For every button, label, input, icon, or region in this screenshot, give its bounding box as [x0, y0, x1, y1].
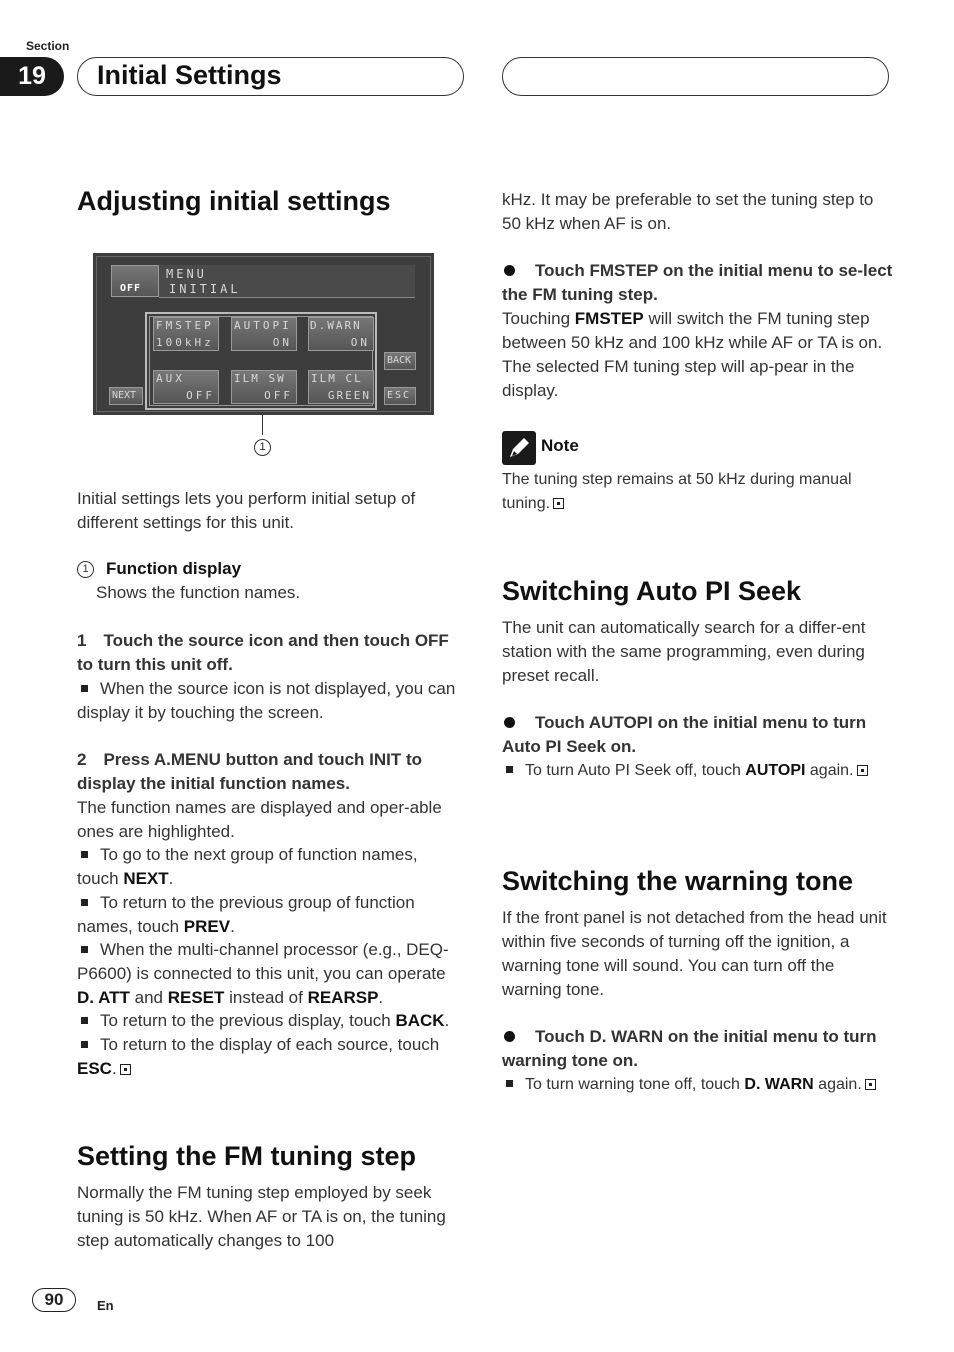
- fmstep-button: FMSTEP 100kHz: [153, 317, 219, 351]
- header-empty-frame: [502, 57, 889, 96]
- callout-line: [262, 415, 263, 435]
- initial-menu-screen-image: [93, 253, 434, 415]
- ilm-cl-button: ILM CL GREEN: [308, 370, 374, 404]
- heading-auto-pi-seek: Switching Auto PI Seek: [502, 576, 802, 606]
- end-mark-icon: [120, 1064, 131, 1075]
- fm-step-instruction: Touch FMSTEP on the initial menu to se-lect the FM tuning step.: [502, 261, 893, 304]
- note-text: The tuning step remains at 50 kHz during manual tuning.: [502, 471, 852, 512]
- note-pencil-icon: [502, 431, 536, 465]
- callout-marker: 1: [254, 439, 271, 456]
- section-number: 19: [0, 57, 64, 96]
- end-mark-icon: [865, 1079, 876, 1090]
- initial-label: INITIAL: [169, 282, 241, 296]
- fm-tuning-paragraph: Normally the FM tuning step employed by seek tuning is 50 kHz. When AF or TA is on, the tuning step automatically changes to 100: [77, 1183, 446, 1250]
- section-title: Initial Settings: [97, 60, 282, 90]
- step-1-title: 1 Touch the source icon and then touch OFF to turn this unit off.: [77, 631, 449, 674]
- next-button: NEXT: [109, 387, 143, 405]
- function-display-item: 1 Function display: [77, 557, 462, 581]
- function-display-desc: Shows the function names.: [96, 583, 301, 602]
- end-mark-icon: [553, 498, 564, 509]
- aux-button: AUX OFF: [153, 370, 219, 404]
- warning-tone-instruction: Touch D. WARN on the initial menu to turn warning tone on.: [502, 1027, 877, 1070]
- off-button: OFF: [111, 265, 159, 297]
- heading-fm-tuning-step: Setting the FM tuning step: [77, 1141, 416, 1171]
- step-1-note: When the source icon is not displayed, you can display it by touching the screen.: [77, 679, 456, 722]
- auto-pi-instruction: Touch AUTOPI on the initial menu to turn Auto PI Seek on.: [502, 713, 867, 756]
- warning-tone-note: To turn warning tone off, touch D. WARN again.: [502, 1073, 894, 1097]
- fm-step-description: Touching FMSTEP will switch the FM tuning step between 50 kHz and 100 kHz while AF or TA is on. The selected FM tuning step will ap-pear in the display.: [502, 309, 883, 400]
- step-2-note-next: To go to the next group of function names, touch NEXT.: [77, 845, 418, 888]
- end-mark-icon: [857, 765, 868, 776]
- autopi-button: AUTOPI ON: [231, 317, 297, 351]
- intro-paragraph: Initial settings lets you perform initial setup of different settings for this unit.: [77, 489, 416, 532]
- ilm-sw-button: ILM SW OFF: [231, 370, 297, 404]
- esc-button: ESC: [384, 387, 416, 405]
- d-warn-button: D.WARN ON: [308, 317, 374, 351]
- back-button: BACK: [384, 352, 416, 370]
- page-number: 90: [32, 1288, 76, 1312]
- menu-label: MENU: [166, 267, 207, 281]
- step-2-note-back: To return to the previous display, touch BACK.: [77, 1009, 462, 1033]
- step-2-note-prev: To return to the previous group of function names, touch PREV.: [77, 893, 415, 936]
- step-2-body: The function names are displayed and oper-able ones are highlighted.: [77, 798, 442, 841]
- auto-pi-note: To turn Auto PI Seek off, touch AUTOPI again.: [502, 759, 894, 783]
- note-label: Note: [541, 436, 579, 455]
- step-2-title: 2 Press A.MENU button and touch INIT to display the initial function names.: [77, 750, 423, 793]
- step-2-note-multichannel: When the multi-channel processor (e.g., DEQ-P6600) is connected to this unit, you can operate D. ATT and RESET instead of REARSP.: [77, 940, 449, 1007]
- warning-tone-paragraph: If the front panel is not detached from the head unit within five seconds of turning off the ignition, a warning tone will sound. You can turn off the warning tone.: [502, 908, 887, 999]
- language-code: En: [97, 1298, 114, 1313]
- section-label: Section: [26, 39, 70, 53]
- fm-tuning-paragraph-cont: kHz. It may be preferable to set the tuning step to 50 kHz when AF is on.: [502, 190, 874, 233]
- heading-adjusting-initial-settings: Adjusting initial settings: [77, 186, 391, 216]
- step-2-note-esc: To return to the display of each source, touch ESC.: [77, 1035, 440, 1078]
- heading-warning-tone: Switching the warning tone: [502, 866, 853, 896]
- auto-pi-paragraph: The unit can automatically search for a differ-ent station with the same programming, even during preset recall.: [502, 618, 866, 685]
